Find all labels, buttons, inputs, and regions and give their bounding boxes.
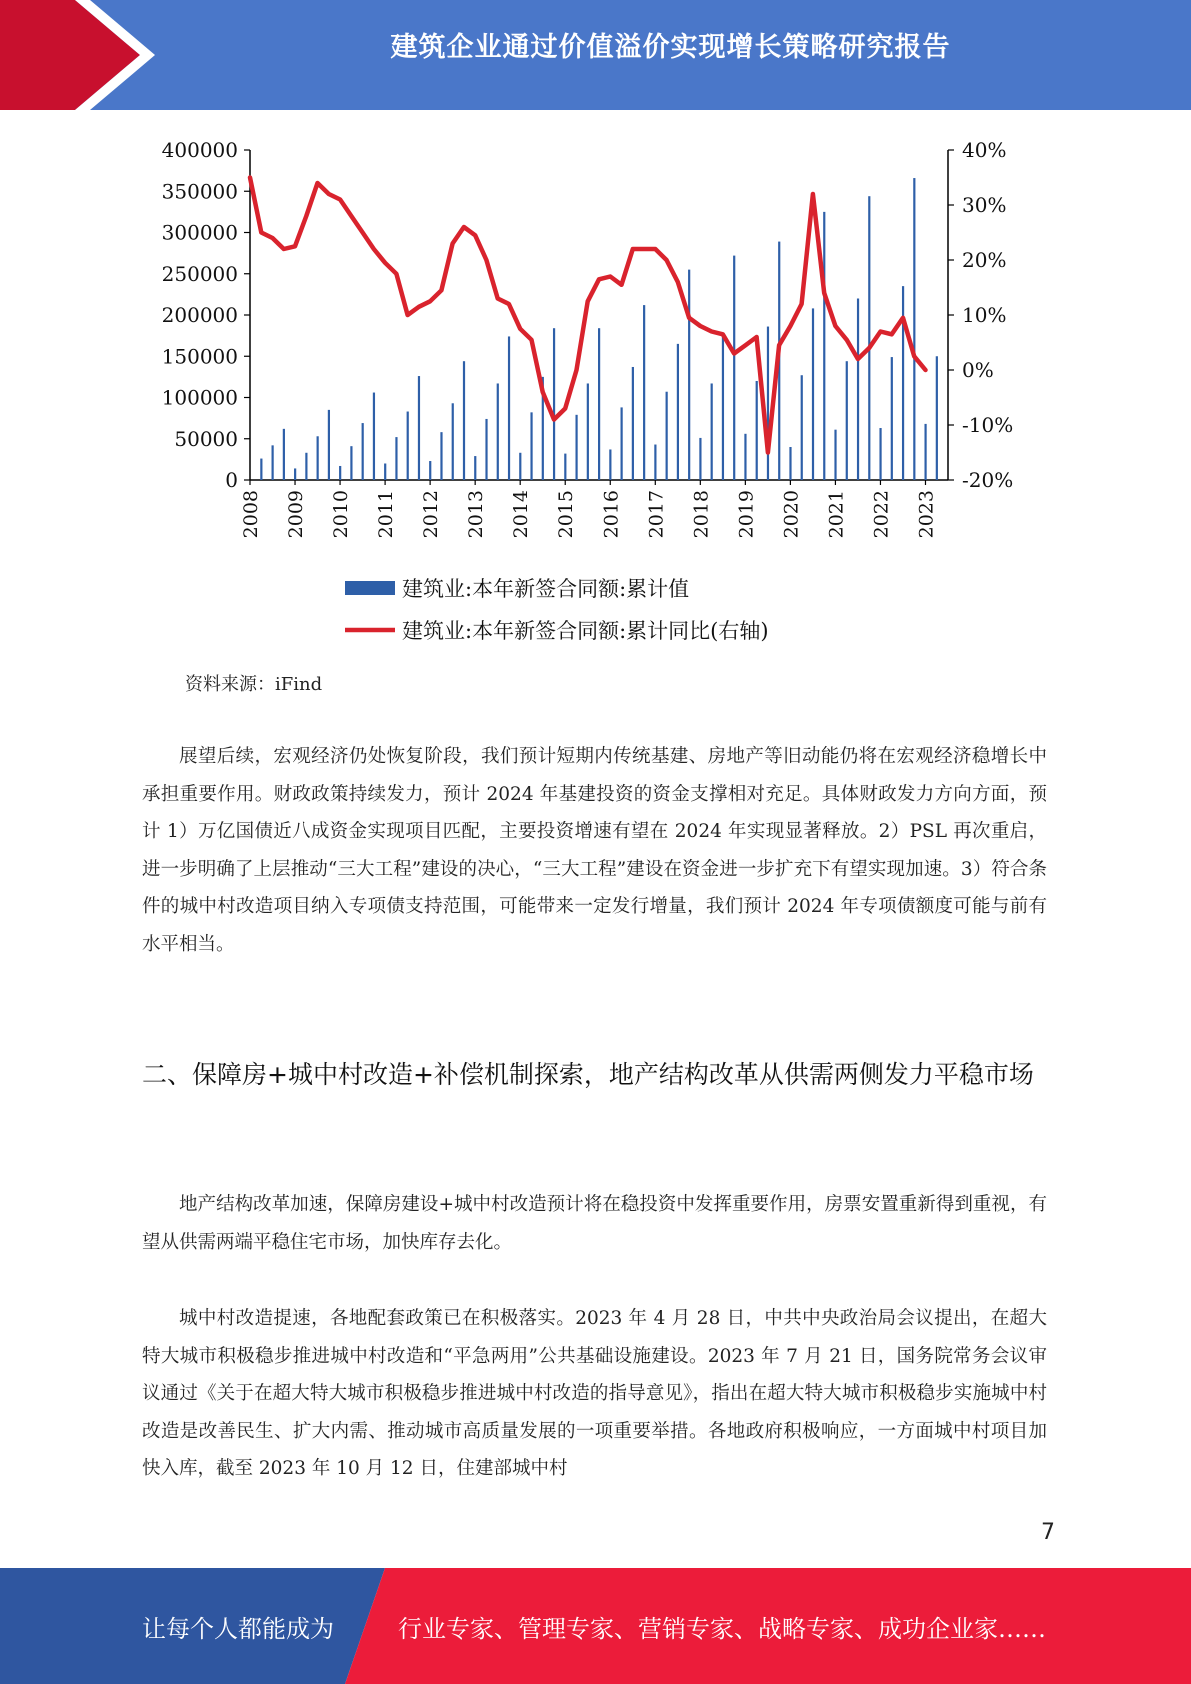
x-tick-label: 2009 — [285, 490, 308, 539]
x-tick-label: 2021 — [825, 490, 848, 539]
y-right-tick-label: 0% — [962, 358, 994, 382]
y-left-tick-label: 250000 — [161, 261, 238, 286]
bar — [677, 344, 679, 480]
bar — [350, 446, 352, 480]
bar — [688, 270, 690, 480]
page-number: 7 — [1041, 1520, 1055, 1545]
x-tick-label: 2010 — [330, 490, 353, 539]
y-left-tick-label: 150000 — [161, 344, 238, 369]
bar — [924, 424, 926, 480]
x-tick-label: 2014 — [510, 490, 533, 539]
bar — [508, 336, 510, 480]
x-tick-label: 2015 — [555, 490, 578, 539]
bar — [879, 428, 881, 480]
bar — [891, 357, 893, 480]
bar — [530, 412, 532, 480]
paragraph-urban-village — [142, 1300, 1047, 1488]
y-right-tick-label: 40% — [962, 138, 1007, 162]
bar — [632, 367, 634, 480]
bar — [575, 415, 577, 480]
bar — [339, 466, 341, 480]
chart-source: 资料来源：iFind — [185, 674, 323, 695]
bar — [463, 361, 465, 480]
bar — [587, 383, 589, 480]
x-tick-label: 2016 — [600, 490, 623, 539]
footer-slogan-left: 让每个人都能成为 — [142, 1615, 334, 1643]
y-right-tick-label: -10% — [962, 413, 1014, 437]
y-right-tick-label: 30% — [962, 193, 1007, 217]
bar — [564, 454, 566, 480]
y-left-tick-label: 50000 — [174, 426, 238, 451]
page-footer — [0, 1568, 1191, 1684]
bar — [497, 383, 499, 480]
bar — [373, 393, 375, 480]
bar — [407, 412, 409, 480]
y-right-tick-label: 20% — [962, 248, 1007, 272]
bar — [654, 445, 656, 480]
y-left-tick-label: 200000 — [161, 303, 238, 327]
y-left-tick-label: 350000 — [161, 179, 238, 204]
bar — [519, 453, 521, 480]
y-right-tick-label: 10% — [962, 303, 1007, 327]
y-right-tick-label: -20% — [962, 468, 1014, 492]
bar — [440, 432, 442, 480]
section-title: 二、保障房+城中村改造+补偿机制探索，地产结构改革从供需两侧发力平稳市场 — [142, 1060, 1034, 1089]
bar — [553, 328, 555, 480]
bar — [699, 438, 701, 480]
bar — [643, 305, 645, 480]
x-tick-label: 2013 — [465, 490, 488, 539]
x-tick-label: 2008 — [240, 490, 262, 539]
bar — [857, 299, 859, 481]
bar — [362, 423, 364, 480]
bar — [666, 392, 668, 480]
legend-bar-label: 建筑业:本年新签合同额:累计值 — [402, 577, 690, 601]
bar — [283, 429, 285, 480]
bar — [452, 403, 454, 480]
x-tick-label: 2022 — [870, 490, 893, 539]
x-tick-label: 2019 — [735, 490, 758, 539]
paragraph-reform — [142, 1186, 1047, 1261]
bar — [711, 383, 713, 480]
header-title: 建筑企业通过价值溢价实现增长策略研究报告 — [390, 32, 951, 63]
paragraph-outlook — [142, 738, 1047, 963]
y-left-tick-label: 0 — [225, 468, 238, 492]
paragraph-reform-text: 地产结构改革加速，保障房建设+城中村改造预计将在稳投资中发挥重要作用，房票安置重新得到重视，有望从供需两端平稳住宅市场，加快库存去化。 — [142, 1194, 1047, 1253]
x-tick-label: 2018 — [690, 490, 713, 539]
bar — [621, 407, 623, 480]
y-left-tick-label: 100000 — [161, 385, 238, 410]
bar — [317, 436, 319, 480]
bar — [744, 434, 746, 480]
bar — [429, 461, 431, 480]
x-tick-label: 2017 — [645, 490, 668, 539]
bar — [474, 456, 476, 480]
bar — [812, 308, 814, 480]
bar — [305, 453, 307, 480]
bar — [868, 196, 870, 480]
bar — [801, 375, 803, 480]
page-header — [0, 0, 1191, 110]
y-left-tick-label: 300000 — [161, 220, 238, 245]
y-left-tick-label: 400000 — [161, 138, 238, 162]
footer-slogan-right: 行业专家、管理专家、营销专家、战略专家、成功企业家…… — [398, 1615, 1046, 1643]
bar — [395, 437, 397, 480]
bar — [936, 356, 938, 480]
paragraph-outlook-text: 展望后续，宏观经济仍处恢复阶段，我们预计短期内传统基建、房地产等旧动能仍将在宏观经济稳增长中承担重要作用。财政政策持续发力，预计 2024 年基建投资的资金支撑相对充足。具体财政发力方向方面，预计 1）万亿国债近八成资金实现项目匹配，主要投资增速有望在 2024 年实现显著释放。2）PSL 再次重启，进一步明确了上层推动“三大工程”建设的决心，“三大工程”建设在资金进一步扩充下有望实现加速。3）符合条件的城中村改造项目纳入专项债支持范围，可能带来一定发行增量，我们预计 2024 年专项债额度可能与前有水平相当。 — [142, 746, 1047, 955]
x-tick-label: 2023 — [915, 490, 938, 539]
bar — [328, 410, 330, 480]
bar — [823, 212, 825, 480]
legend-line-label: 建筑业:本年新签合同额:累计同比(右轴) — [402, 619, 769, 643]
legend-bar-swatch — [345, 581, 395, 595]
bar — [756, 381, 758, 480]
bar — [260, 459, 262, 480]
bar — [789, 447, 791, 480]
bar — [272, 445, 274, 480]
bar — [598, 328, 600, 480]
x-tick-label: 2020 — [780, 490, 803, 539]
bar — [733, 256, 735, 480]
bar — [384, 464, 386, 481]
bar — [767, 327, 769, 480]
bar — [485, 419, 487, 480]
x-tick-label: 2012 — [420, 490, 443, 539]
bar — [902, 286, 904, 480]
bar — [418, 376, 420, 480]
contract-value-chart — [130, 130, 1060, 660]
paragraph-urban-village-text: 城中村改造提速，各地配套政策已在积极落实。2023 年 4 月 28 日，中共中央政治局会议提出，在超大特大城市积极稳步推进城中村改造和“平急两用”公共基础设施建设。2023 年 7 月 21 日，国务院常务会议审议通过《关于在超大特大城市积极稳步推进城中村改造的指导意见》，指出在超大特大城市积极稳步实施城中村改造是改善民生、扩大内需、推动城市高质量发展的一项重要举措。各地政府积极响应，一方面城中村项目加快入库，截至 2023 年 10 月 12 日，住建部城中村 — [142, 1308, 1047, 1479]
bar — [609, 449, 611, 480]
x-tick-label: 2011 — [375, 490, 398, 539]
bar — [913, 178, 915, 480]
bar — [834, 430, 836, 480]
bar — [846, 361, 848, 480]
bar — [722, 333, 724, 480]
bar — [294, 468, 296, 480]
